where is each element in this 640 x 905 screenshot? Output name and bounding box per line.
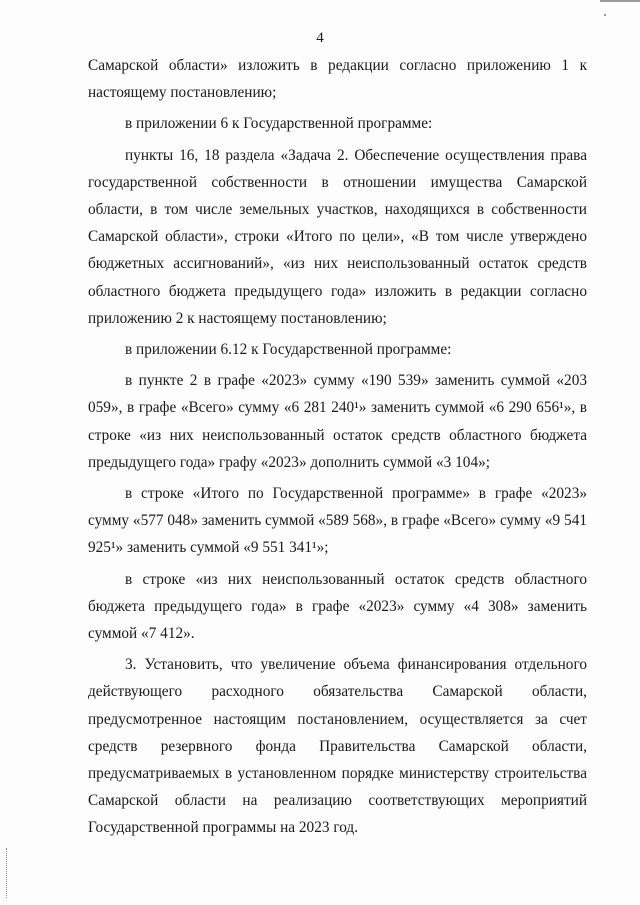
paragraph: в строке «из них неиспользованный остаток средств областного бюджета предыдущего года» в графе «2023» сумму «4 308» заменить суммой «7 412».: [88, 570, 587, 643]
page-number: 4: [316, 30, 324, 46]
scan-artifact: [604, 14, 606, 16]
scan-artifact: [6, 848, 9, 898]
paragraph: в строке «Итого по Государственной программе» в графе «2023» сумму «577 048» заменить суммой «589 568», в графе «Всего» сумму «9 541 925¹» заменить суммой «9 551 341¹»;: [88, 485, 587, 557]
paragraph: в пункте 2 в графе «2023» сумму «190 539» заменить суммой «203 059», в графе «Всего» сумму «6 281 240¹» заменить суммой «6 290 656¹», в строке «из них неиспользованный остаток средств областного бюджета предыдущего года» графу «2023» дополнить суммой «3 104»;: [88, 372, 587, 471]
paragraph: в приложении 6.12 к Государственной программе:: [125, 341, 452, 359]
paragraph: Самарской области» изложить в редакции согласно приложению 1 к настоящему постановлению;: [88, 57, 587, 102]
paragraph: в приложении 6 к Государственной программе:: [125, 115, 433, 133]
document-body: [88, 52, 587, 842]
scan-artifact: [600, 0, 640, 2]
paragraph: пункты 16, 18 раздела «Задача 2. Обеспечение осуществления права государственной собственности в отношении имущества Самарской области, в том числе земельных участков, находящихся в собственности Самарской области», строки «Итого по цели», «В том числе утверждено бюджетных ассигнований», «из них неиспользованный остаток средств областного бюджета предыдущего года» изложить в редакции согласно приложению 2 к настоящему постановлению;: [88, 146, 587, 327]
paragraph: 3. Установить, что увеличение объема финансирования отдельного действующего расходного обязательства Самарской области, предусмотренное настоящим постановлением, осуществляется за счет средств резервного фонда Правительства Самарской области, предусматриваемых в установленном порядке министерству строительства Самарской области на реализацию соответствующих мероприятий Государственной программы на 2023 год.: [88, 656, 587, 837]
